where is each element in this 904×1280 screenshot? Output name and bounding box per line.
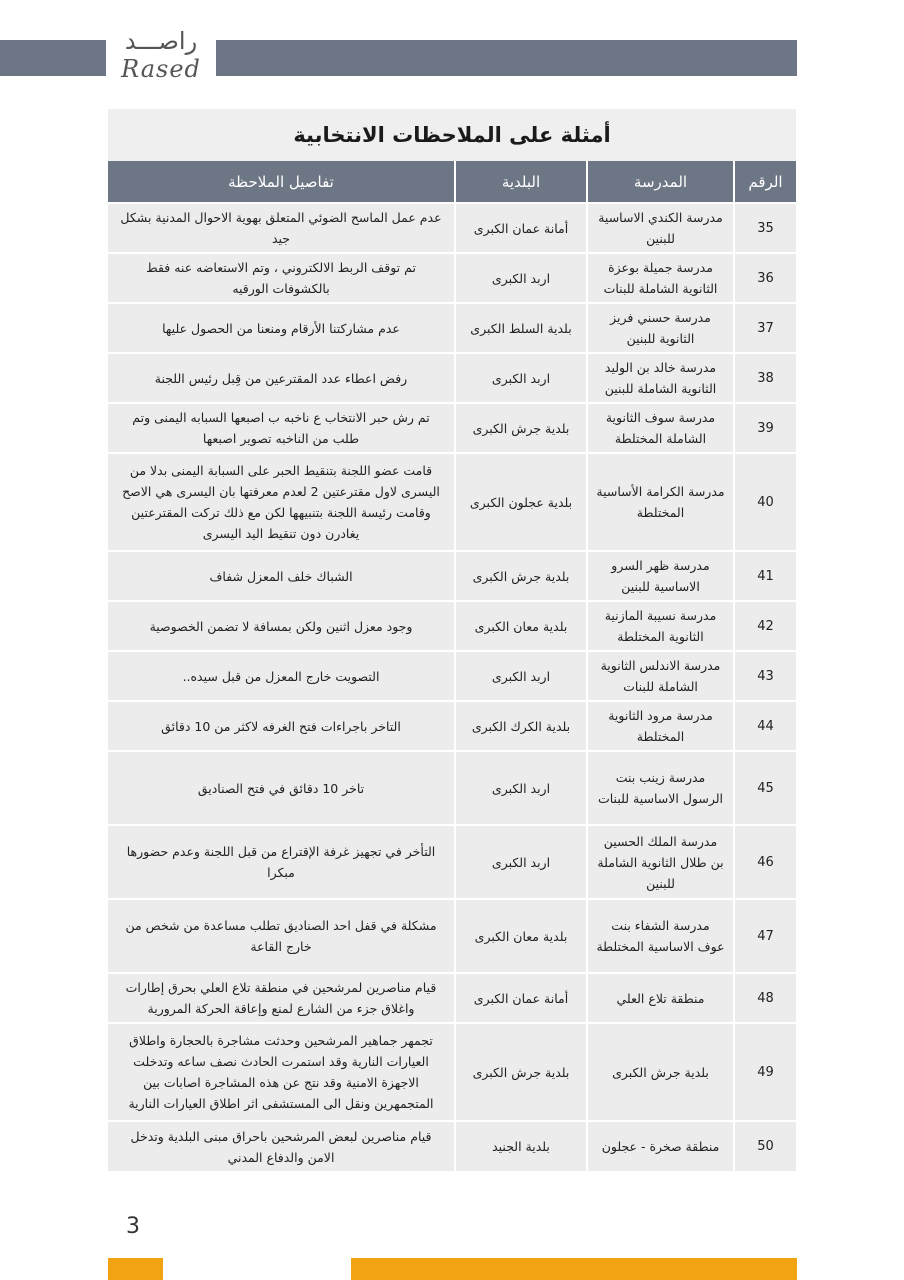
row-number: 49 [734,1023,796,1121]
row-municipality: بلدية الجنيد [455,1121,587,1171]
row-municipality: اربد الكبرى [455,751,587,825]
row-details: عدم عمل الماسح الضوئي المتعلق بهوية الاحوال المدنية بشكل جيد [108,203,455,253]
column-header-number: الرقم [734,161,796,203]
header-bar-left [0,40,106,76]
table-row [108,353,796,403]
table-row [108,203,796,253]
table-row [108,403,796,453]
row-school: مدرسة جميلة بوعزة الثانوية الشاملة للبنات [587,253,734,303]
row-details: عدم مشاركتنا الأرقام ومنعنا من الحصول عليها [108,303,455,353]
header-bar-right [216,40,797,76]
column-header-details: تفاصيل الملاحظة [108,161,455,203]
row-school: مدرسة الكندي الاساسية للبنين [587,203,734,253]
row-municipality: اربد الكبرى [455,825,587,899]
row-school: مدرسة زينب بنت الرسول الاساسية للبنات [587,751,734,825]
row-details: التاخر باجراءات فتح الغرفه لاكثر من 10 دقائق [108,701,455,751]
row-number: 48 [734,973,796,1023]
table-row [108,899,796,973]
row-details: التصويت خارج المعزل من قبل سيده.. [108,651,455,701]
row-number: 42 [734,601,796,651]
row-number: 39 [734,403,796,453]
row-school: منطقة صخرة - عجلون [587,1121,734,1171]
row-municipality: بلدية معان الكبرى [455,899,587,973]
table-header-row [108,161,796,203]
row-number: 50 [734,1121,796,1171]
table-body [108,203,796,1171]
row-municipality: اربد الكبرى [455,651,587,701]
row-municipality: بلدية الكرك الكبرى [455,701,587,751]
row-municipality: بلدية جرش الكبرى [455,403,587,453]
column-header-municipality: البلدية [455,161,587,203]
logo-arabic-text: راصـــد [124,27,198,55]
row-number: 41 [734,551,796,601]
row-number: 38 [734,353,796,403]
row-details: رفض اعطاء عدد المقترعين من قِبل رئيس اللجنة [108,353,455,403]
row-number: 36 [734,253,796,303]
row-details: قيام مناصرين لمرشحين في منطقة تلاع العلي بحرق إطارات واغلاق جزء من الشارع لمنع وإعاقة الحركة المرورية [108,973,455,1023]
table-row [108,651,796,701]
row-municipality: بلدية جرش الكبرى [455,551,587,601]
row-number: 46 [734,825,796,899]
table-row [108,701,796,751]
row-municipality: بلدية جرش الكبرى [455,1023,587,1121]
row-details: تم توقف الربط الالكتروني ، وتم الاستعاضه عنه فقط بالكشوفات الورقيه [108,253,455,303]
row-municipality: بلدية السلط الكبرى [455,303,587,353]
row-school: مدرسة حسني فريز الثانوية للبنين [587,303,734,353]
row-school: مدرسة ظهر السرو الاساسية للبنين [587,551,734,601]
row-school: مدرسة خالد بن الوليد الثانوية الشاملة للبنين [587,353,734,403]
row-school: منطقة تلاع العلي [587,973,734,1023]
row-municipality: اربد الكبرى [455,253,587,303]
row-details: تجمهر جماهير المرشحين وحدثت مشاجرة بالحجارة واطلاق العيارات النارية وقد استمرت الحادث نصف ساعه وتدخلت الاجهزة الامنية وقد نتج عن هذه المشاجرة اصابات بين المتجمهرين ونقل الى المستشفى اثر اطلاق العيارات النارية [108,1023,455,1121]
row-number: 43 [734,651,796,701]
table-row [108,453,796,551]
row-school: مدرسة الملك الحسين بن طلال الثانوية الشاملة للبنين [587,825,734,899]
page-number: 3 [126,1214,140,1239]
row-school: مدرسة الكرامة الأساسية المختلطة [587,453,734,551]
logo-english-text: Rased [121,55,201,83]
observations-table [108,161,796,1171]
row-number: 44 [734,701,796,751]
row-school: بلدية جرش الكبرى [587,1023,734,1121]
table-row [108,303,796,353]
row-school: مدرسة مرود الثانوية المختلطة [587,701,734,751]
row-details: تم رش حبر الانتخاب ع ناخبه ب اصبعها السبابه اليمنى وتم طلب من الناخبه تصوير اصبعها [108,403,455,453]
table-row [108,973,796,1023]
table-row [108,825,796,899]
rased-logo [110,26,212,90]
table-row [108,1023,796,1121]
observations-table-container [108,109,796,1171]
row-municipality: بلدية معان الكبرى [455,601,587,651]
table-row [108,253,796,303]
row-school: مدرسة نسيبة المازنية الثانوية المختلطة [587,601,734,651]
row-municipality: بلدية عجلون الكبرى [455,453,587,551]
row-school: مدرسة سوف الثانوية الشاملة المختلطة [587,403,734,453]
row-municipality: اربد الكبرى [455,353,587,403]
row-number: 37 [734,303,796,353]
table-row [108,601,796,651]
row-school: مدرسة الاندلس الثانوية الشاملة للبنات [587,651,734,701]
row-number: 35 [734,203,796,253]
row-number: 45 [734,751,796,825]
row-details: التأخر في تجهيز غرفة الإقتراع من قبل اللجنة وعدم حضورها مبكرا [108,825,455,899]
footer-bar-left [108,1258,163,1280]
page-title: أمثلة على الملاحظات الانتخابية [108,109,796,161]
table-row [108,1121,796,1171]
footer-bar-right [351,1258,797,1280]
column-header-school: المدرسة [587,161,734,203]
row-details: وجود معزل اثنين ولكن بمسافة لا تضمن الخصوصية [108,601,455,651]
table-row [108,551,796,601]
row-school: مدرسة الشفاء بنت عوف الاساسية المختلطة [587,899,734,973]
row-municipality: أمانة عمان الكبرى [455,203,587,253]
table-row [108,751,796,825]
row-details: قيام مناصرين لبعض المرشحين باحراق مبنى البلدية وتدخل الامن والدفاع المدني [108,1121,455,1171]
row-details: تاخر 10 دقائق في فتح الصناديق [108,751,455,825]
row-number: 47 [734,899,796,973]
row-details: الشباك خلف المعزل شفاف [108,551,455,601]
row-municipality: أمانة عمان الكبرى [455,973,587,1023]
row-details: قامت عضو اللجنة بتنقيط الحبر على السبابة اليمنى بدلا من اليسرى لاول مقترعتين 2 لعدم معرفتها بان اليسرى هي الاصح وقامت رئيسة اللجنة بتنبيهها لكن مع ذلك تركت المقترعتين يغادرن دون تنقيط اليد اليسرى [108,453,455,551]
row-details: مشكلة في قفل احد الصناديق تطلب مساعدة من شخص من خارج القاعة [108,899,455,973]
row-number: 40 [734,453,796,551]
